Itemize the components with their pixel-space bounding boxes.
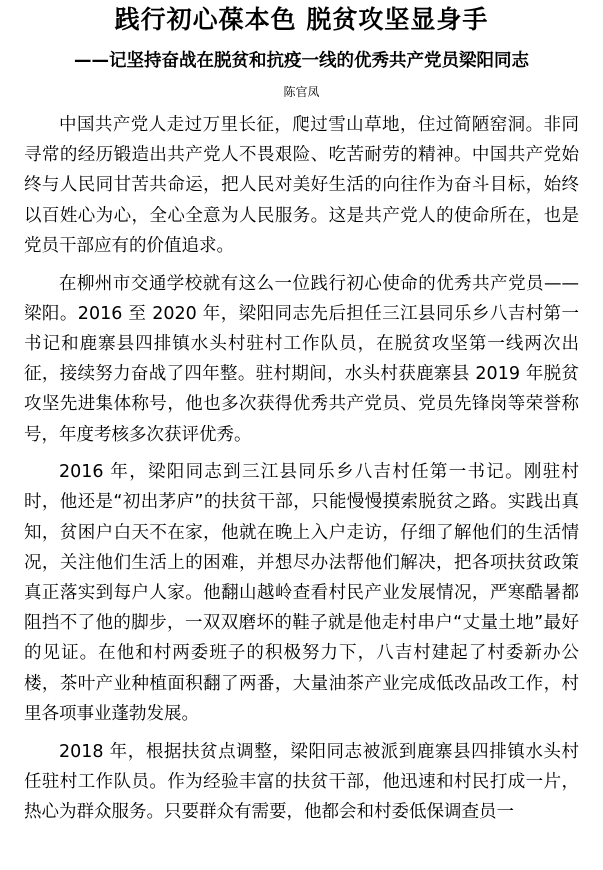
paragraph-2: 在柳州市交通学校就有这么一位践行初心使命的优秀共产党员——梁阳。2016 至 2020 年，梁阳同志先后担任三江县同乐乡八吉村第一书记和鹿寨县四排镇水头村驻村工作队员，在脱贫攻坚第一线两次出征，接续努力奋战了四年整。驻村期间，水头村获鹿寨县 2019 年脱贫攻坚先进集体称号，他也多次获得优秀共产党员、党员先锋岗等荣誉称号，年度考核多次获评优秀。 xyxy=(24,273,579,445)
article-title: 践行初心葆本色 脱贫攻坚显身手 xyxy=(114,5,489,34)
article-body xyxy=(24,110,579,835)
paragraph-3: 2016 年，梁阳同志到三江县同乐乡八吉村任第一书记。刚驻村时，他还是“初出茅庐”的扶贫干部，只能慢慢摸索脱贫之路。实践出真知，贫困户白天不在家，他就在晚上入户走访，仔细了解他们的生活情况，关注他们生活上的困难，并想尽办法帮他们解决，把各项扶贫政策真正落实到每户人家。他翻山越岭查看村民产业发展情况，严寒酷暑都阻挡不了他的脚步，一双双磨坏的鞋子就是他走村串户“丈量土地”最好的见证。在他和村两委班子的积极努力下，八吉村建起了村委新办公楼，茶叶产业种植面积翻了两番，大量油茶产业完成低改品改工作，村里各项事业蓬勃发展。 xyxy=(24,462,579,724)
article-author: 陈官凤 xyxy=(283,85,320,99)
paragraph-1: 中国共产党人走过万里长征，爬过雪山草地，住过简陋窑洞。非同寻常的经历锻造出共产党人不畏艰险、吃苦耐劳的精神。中国共产党始终与人民同甘苦共命运，把人民对美好生活的向往作为奋斗目标，始终以百姓心为心，全心全意为人民服务。这是共产党人的使命所在，也是党员干部应有的价值追求。 xyxy=(24,115,579,256)
article-subtitle: ——记坚持奋战在脱贫和抗疫一线的优秀共产党员梁阳同志 xyxy=(74,51,529,71)
paragraph-4: 2018 年，根据扶贫点调整，梁阳同志被派到鹿寨县四排镇水头村任驻村工作队员。作为经验丰富的扶贫干部，他迅速和村民打成一片，热心为群众服务。只要群众有需要，他都会和村委低保调查员一 xyxy=(24,741,579,822)
